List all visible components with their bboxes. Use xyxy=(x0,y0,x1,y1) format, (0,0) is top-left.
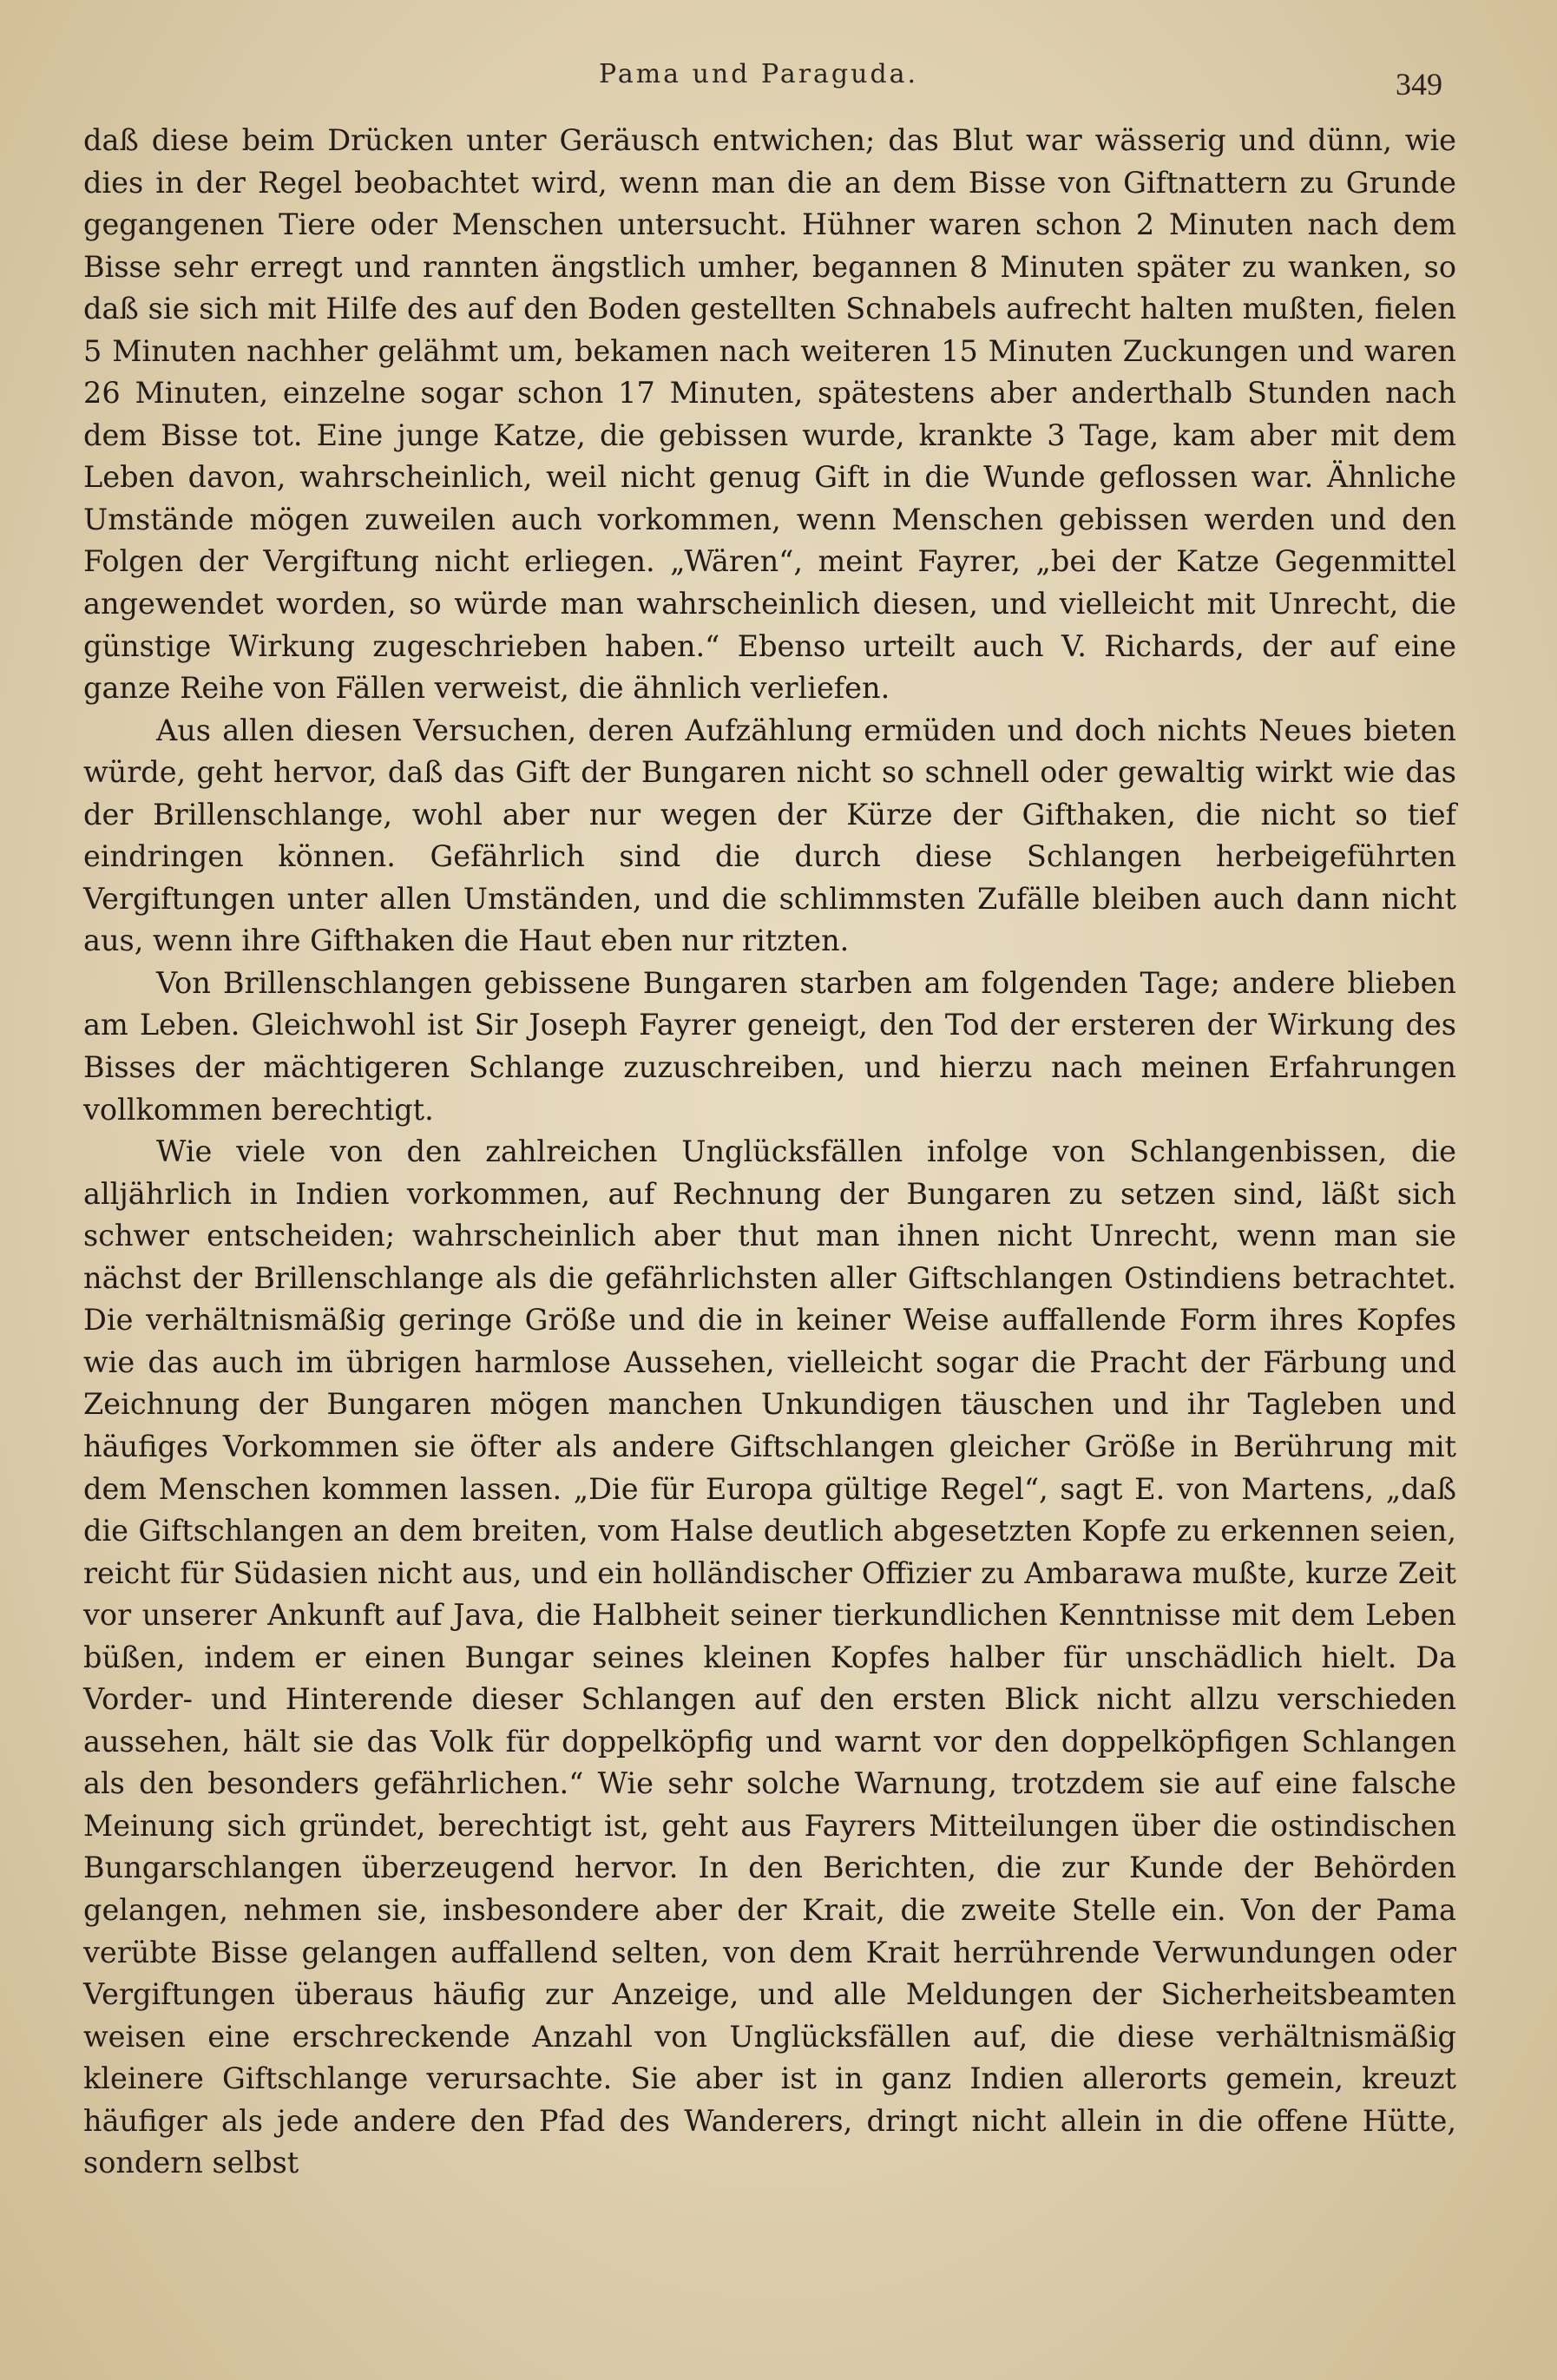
page-number: 349 xyxy=(1396,67,1442,102)
paragraph-2: Aus allen diesen Versuchen, deren Aufzählung ermüden und doch nichts Neues bieten würde, geht hervor, daß das Gift der Bungaren nicht so schnell oder gewaltig wirkt wie das der Brillenschlange, wohl aber nur wegen der Kürze der Gifthaken, die nicht so tief eindringen können. Gefährlich sind die durch diese Schlangen herbeigeführten Vergiftungen unter allen Umständen, und die schlimmsten Zufälle bleiben auch dann nicht aus, wenn ihre Gifthaken die Haut eben nur ritzten. xyxy=(83,713,1456,958)
paragraph-4: Wie viele von den zahlreichen Unglücksfällen infolge von Schlangenbissen, die alljährlich in Indien vorkommen, auf Rechnung der Bungaren zu setzen sind, läßt sich schwer entscheiden; wahrscheinlich aber thut man ihnen nicht Unrecht, wenn man sie nächst der Brillenschlange als die gefährlichsten aller Giftschlangen Ostindiens betrachtet. Die verhältnismäßig geringe Größe und die in keiner Weise auffallende Form ihres Kopfes wie das auch im übrigen harmlose Aussehen, vielleicht sogar die Pracht der Färbung und Zeichnung der Bungaren mögen manchen Unkundigen täuschen und ihr Tagleben und häufiges Vorkommen sie öfter als andere Giftschlangen gleicher Größe in Berührung mit dem Menschen kommen lassen. „Die für Europa gültige Regel“, sagt E. von Martens, „daß die Giftschlangen an dem breiten, vom Halse deutlich abgesetzten Kopfe zu erkennen seien, reicht für Südasien nicht aus, und ein holländischer Offizier zu Ambarawa mußte, kurze Zeit vor unserer Ankunft auf Java, die Halbheit seiner tierkundlichen Kenntnisse mit dem Leben büßen, indem er einen Bungar seines kleinen Kopfes halber für unschädlich hielt. Da Vorder- und Hinterende dieser Schlangen auf den ersten Blick nicht allzu verschieden aussehen, hält sie das Volk für doppelköpfig und warnt vor den doppelköpfigen Schlangen als den besonders gefährlichen.“ Wie sehr solche Warnung, trotzdem sie auf eine falsche Meinung sich gründet, berechtigt ist, geht aus Fayrers Mitteilungen über die ostindischen Bungarschlangen überzeugend hervor. In den Berichten, die zur Kunde der Behörden gelangen, nehmen sie, insbesondere aber der Krait, die zweite Stelle ein. Von der Pama verübte Bisse gelangen auffallend selten, von dem Krait herrührende Verwundungen oder Vergiftungen überaus häufig zur Anzeige, und alle Meldungen der Sicherheitsbeamten weisen eine erschreckende Anzahl von Unglücksfällen auf, die diese verhältnismäßig kleinere Giftschlange verursachte. Sie aber ist in ganz Indien allerorts gemein, kreuzt häufiger als jede andere den Pfad des Wanderers, dringt nicht allein in die offene Hütte, sondern selbst xyxy=(83,1134,1456,2180)
paragraph-1: daß diese beim Drücken unter Geräusch entwichen; das Blut war wässerig und dünn, wie dies in der Regel beobachtet wird, wenn man die an dem Bisse von Giftnattern zu Grunde gegangenen Tiere oder Menschen untersucht. Hühner waren schon 2 Minuten nach dem Bisse sehr erregt und rannten ängstlich umher, begannen 8 Minuten später zu wanken, so daß sie sich mit Hilfe des auf den Boden gestellten Schnabels aufrecht halten mußten, fielen 5 Minuten nachher gelähmt um, bekamen nach weiteren 15 Minuten Zuckungen und waren 26 Minuten, einzelne sogar schon 17 Minuten, spätestens aber anderthalb Stunden nach dem Bisse tot. Eine junge Katze, die gebissen wurde, krankte 3 Tage, kam aber mit dem Leben davon, wahrscheinlich, weil nicht genug Gift in die Wunde geflossen war. Ähnliche Umstände mögen zuweilen auch vorkommen, wenn Menschen gebissen werden und den Folgen der Vergiftung nicht erliegen. „Wären“, meint Fayrer, „bei der Katze Gegenmittel angewendet worden, so würde man wahrscheinlich diesen, und vielleicht mit Unrecht, die günstige Wirkung zugeschrieben haben.“ Ebenso urteilt auch V. Richards, der auf eine ganze Reihe von Fällen verweist, die ähnlich verliefen. xyxy=(83,123,1456,706)
paragraph-3: Von Brillenschlangen gebissene Bungaren starben am folgenden Tage; andere blieben am Leben. Gleichwohl ist Sir Joseph Fayrer geneigt, den Tod der ersteren der Wirkung des Bisses der mächtigeren Schlange zuzuschreiben, und hierzu nach meinen Erfahrungen vollkommen berechtigt. xyxy=(83,965,1456,1127)
running-head xyxy=(0,54,1557,106)
running-title: Pama und Paraguda. xyxy=(599,59,919,89)
body-text xyxy=(83,120,1456,2307)
